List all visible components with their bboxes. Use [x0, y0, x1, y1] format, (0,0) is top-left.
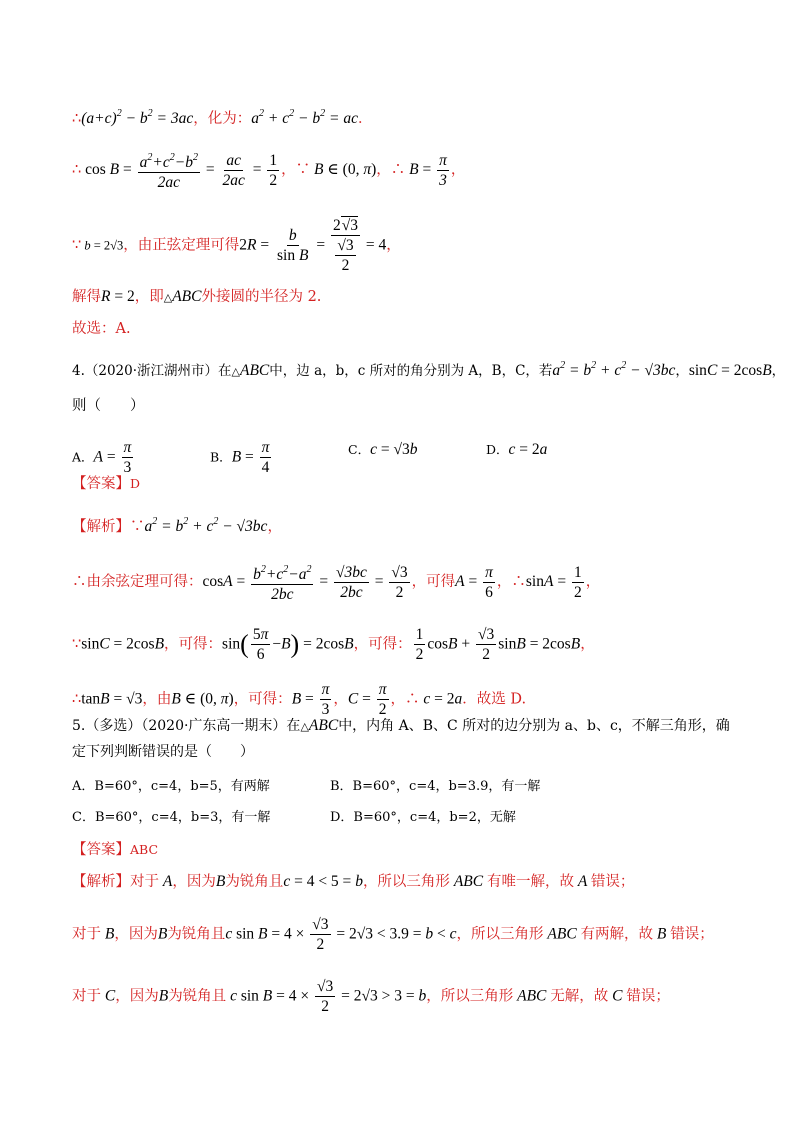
option-a: A．A = $\frac{\pi}{3}$	[72, 439, 132, 476]
question-4: 4.（2020·浙江湖州市）在△ABC中，边 a，b，c 所对的角分别为 A，B，C，若$a^2 = b^2 + c^2 - √3bc$，sinC = 2cosB，	[72, 360, 786, 379]
option-b: B．B=60°，c=4，b=3.9，有一解	[330, 779, 541, 794]
q4-analysis-3: ∵sinC = 2cosB，可得：sin( $\frac{5\pi}{6}$ −B) = 2cosB，可得： $\frac{1}{2}$ cosB + $\frac{√3}{2}$ sinB = 2cosB，	[72, 626, 595, 663]
q4-analysis-4: ∴tanB = √3，由B ∈ (0, π)，可得：B = $\frac{\pi}{3}$ ，C = $\frac{\pi}{2}$ ，∴ c = 2a．故选 D.	[72, 681, 527, 718]
option-d: D．B=60°，c=4，b=2，无解	[330, 810, 516, 825]
solution-line-4: 解得R = 2，即△ABC外接圆的半径为 2.	[72, 288, 322, 305]
question-5: 5.（多选）（2020·广东高一期末）在△ABC中，内角 A、B、C 所对的边分别为 a、b、c，不解三角形，确	[72, 717, 730, 734]
option-c: C．B=60°，c=4，b=3，有一解	[72, 810, 271, 825]
option-d: D．c = 2a	[486, 441, 548, 458]
solution-line-5: 故选：A.	[72, 321, 131, 337]
q5-analysis-2: 对于 B，因为B为锐角且c sin B = 4 × $\frac{√3}{2}$ = 2√3 < 3.9 = b < c，所以三角形 ABC 有两解，故 B 错误；	[72, 916, 714, 953]
q5-analysis-3: 对于 C，因为B为锐角且 c sin B = 4 × $\frac{√3}{2}$ = 2√3 > 3 = b，所以三角形 ABC 无解，故 C 错误；	[72, 978, 670, 1015]
question-4-answer: 【答案】D	[72, 476, 141, 492]
option-c: C．c = √3b	[348, 441, 418, 458]
q5-analysis-1: 【解析】对于 A，因为B为锐角且c = 4 < 5 = b，所以三角形 ABC 有唯一解，故 A 错误；	[72, 873, 635, 890]
q4-analysis-1: 【解析】$\because a^2 = b^2 + c^2 - √3bc$，	[72, 516, 282, 535]
solution-line-2: ∴ cos B = $\frac{a^2+c^2-b^2}{2ac}$ = $\frac{ac}{2ac}$ = $\frac{1}{2}$ ，∵ B ∈ (0, π)，∴ B = $\frac{\pi}{3}$ ，	[72, 148, 733, 192]
question-4-tail: 则（ ）	[72, 398, 145, 414]
question-5-answer: 【答案】ABC	[72, 842, 159, 858]
question-5-line-2: 定下列判断错误的是（ ）	[72, 744, 254, 760]
solution-line-1: $\therefore(a+c)^2 - b^2 = 3ac$，化为：$a^2 + c^2 - b^2$ = ac．	[72, 108, 373, 127]
option-b: B．B = $\frac{\pi}{4}$	[210, 439, 270, 476]
solution-line-3: ∵ b = 2√3，由正弦定理可得2R = $\frac{b}{\text{sin B}}$ = $\frac{2√3}{\frac{√3}{2}}$ = 4，	[72, 217, 401, 274]
q4-analysis-2: ∴由余弦定理可得：cosA = $\frac{b^2+c^2-a^2}{2bc}$ = $\frac{√3bc}{2bc}$ = $\frac{√3}{2}$ ，可得A = $\frac{\pi}{6}$ ，∴sinA = $\frac{1}{2}$ ，	[72, 560, 733, 604]
option-a: A．B=60°，c=4，b=5，有两解	[72, 779, 270, 794]
